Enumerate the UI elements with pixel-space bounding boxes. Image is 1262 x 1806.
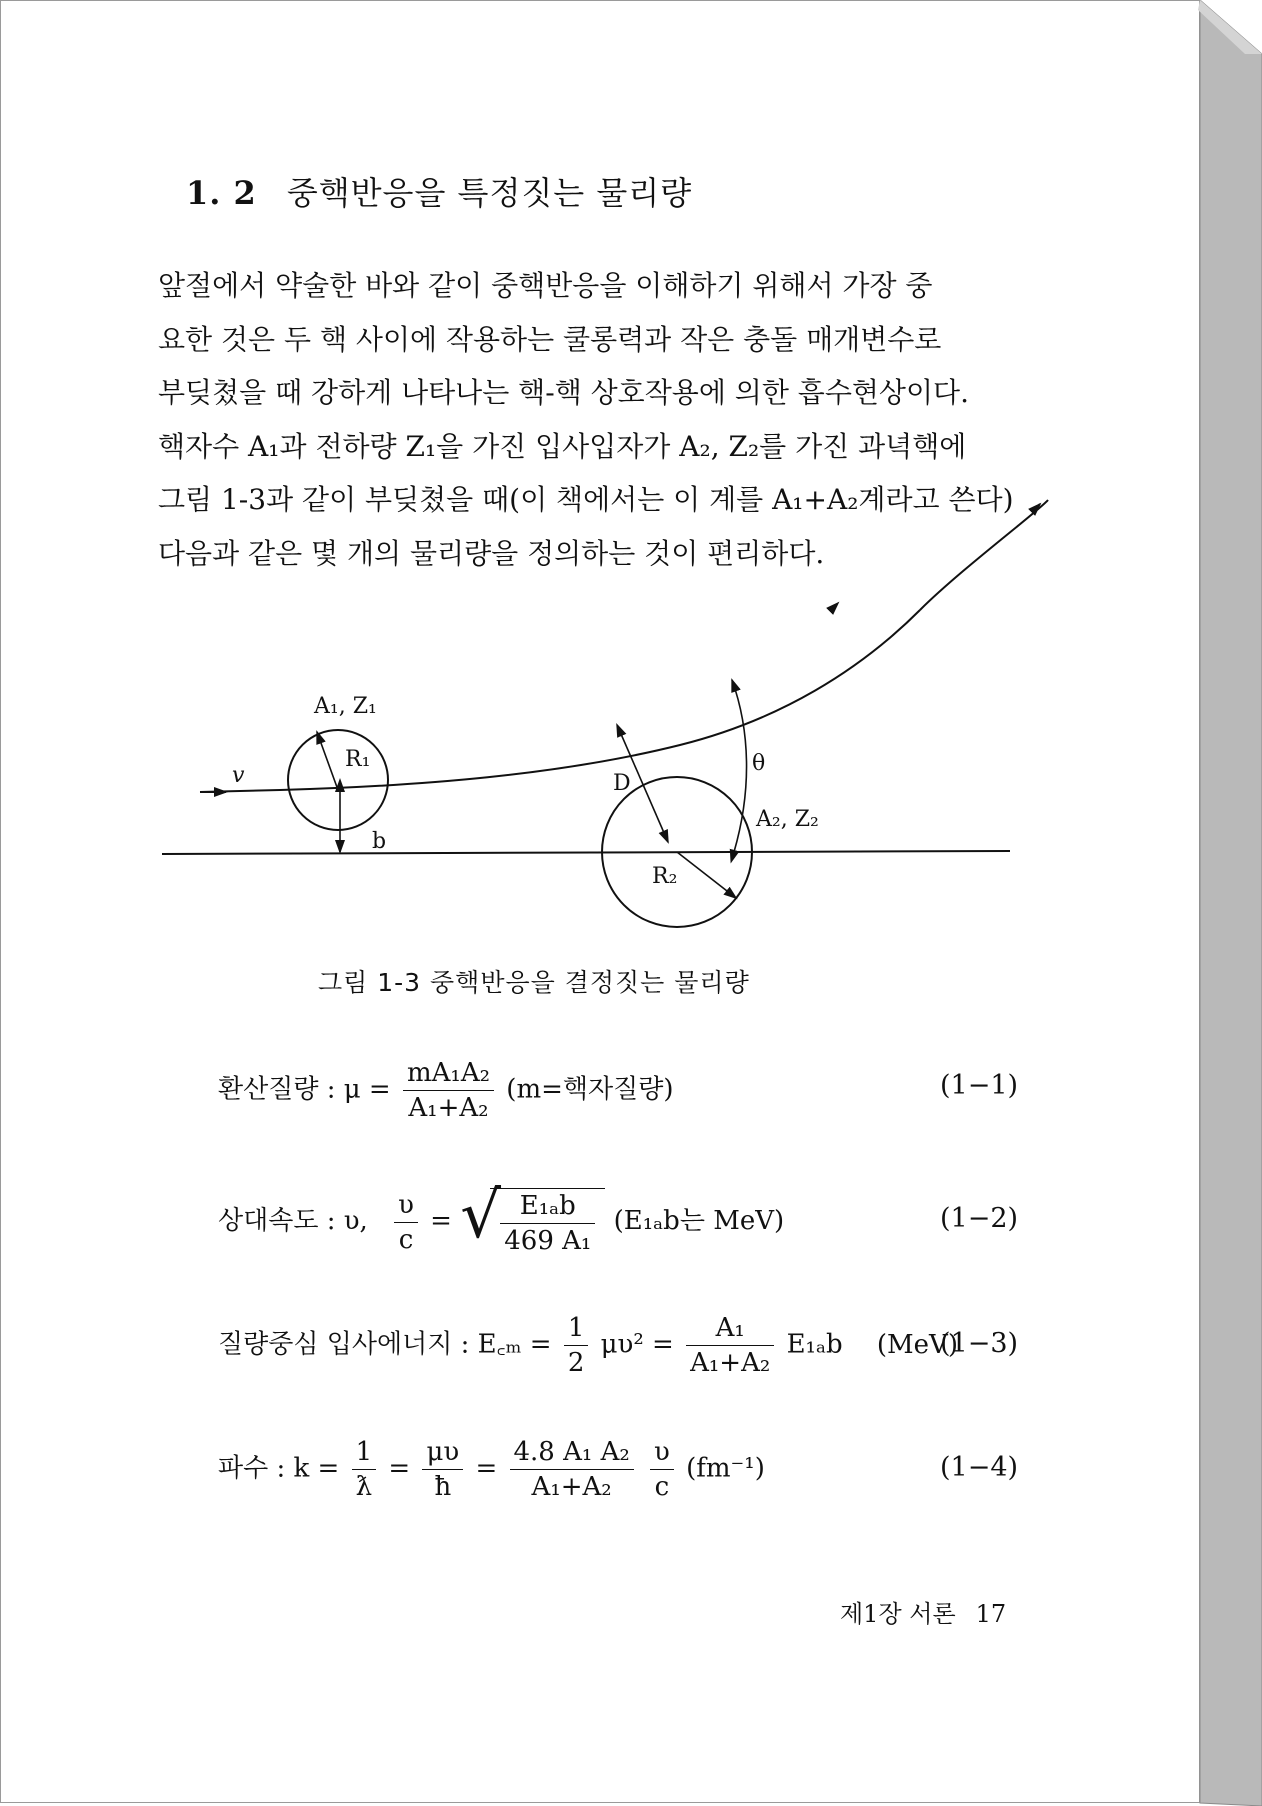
eq4-f1-denominator: ƛ xyxy=(355,1472,373,1502)
paragraph-line: 핵자수 A₁과 전하량 Z₁을 가진 입사입자가 A₂, Z₂를 가진 과녁핵에 xyxy=(158,429,967,463)
page-footer xyxy=(840,1594,1006,1629)
label-v: v xyxy=(232,763,245,788)
sqrt-sign: √ xyxy=(460,1179,502,1253)
label-r1: R₁ xyxy=(345,747,371,772)
eq1-numerator: mA₁A₂ xyxy=(403,1058,494,1091)
eq2-denominator: c xyxy=(398,1224,414,1255)
eq4-number: (1−4) xyxy=(940,1452,1019,1483)
chapter-label: 제1장 서론 xyxy=(840,1600,956,1628)
theta-arc xyxy=(732,680,747,852)
r1-arrow xyxy=(317,732,338,790)
eq2-root-denominator: 469 A₁ xyxy=(504,1226,592,1256)
eq4-f4-numerator: υ xyxy=(650,1437,674,1470)
eq3-half-denominator: 2 xyxy=(567,1348,585,1378)
eq2-root-numerator: E₁ₐb xyxy=(500,1191,595,1224)
eq4-tail: (fm⁻¹) xyxy=(686,1453,765,1484)
eq4-fraction-1 xyxy=(352,1437,377,1502)
projectile-nucleus xyxy=(288,730,388,830)
eq1-denominator: A₁+A₂ xyxy=(408,1093,489,1123)
eq3-half xyxy=(564,1313,589,1378)
eq4-fraction-4 xyxy=(650,1437,674,1502)
equation-1-4 xyxy=(218,1437,765,1502)
equation-1-2 xyxy=(218,1179,785,1256)
eq3-tail: E₁ₐb xyxy=(786,1329,843,1360)
eq3-denominator: A₁+A₂ xyxy=(690,1348,771,1378)
page-number: 17 xyxy=(975,1600,1007,1628)
eq4-f3-denominator: A₁+A₂ xyxy=(531,1472,612,1502)
paragraph-line: 부딪쳤을 때 강하게 나타나는 핵-핵 상호작용에 의한 흡수현상이다. xyxy=(158,376,969,409)
eq2-label: 상대속도 : υ, xyxy=(218,1206,368,1236)
eq4-equals: = xyxy=(388,1453,411,1484)
paragraph-line: 앞절에서 약술한 바와 같이 중핵반응을 이해하기 위해서 가장 중 xyxy=(158,269,933,302)
eq3-numerator: A₁ xyxy=(686,1313,774,1346)
eq4-f2-numerator: μυ xyxy=(422,1437,463,1470)
axis-line xyxy=(162,851,1010,854)
eq3-unit: (MeV) xyxy=(876,1329,958,1360)
eq2-number: (1−2) xyxy=(940,1203,1019,1234)
eq2-sqrt xyxy=(460,1179,605,1256)
r2-arrow xyxy=(677,852,736,898)
paragraph-line: 그림 1-3과 같이 부딪쳤을 때(이 책에서는 이 계를 A₁+A₂계라고 쓴다) xyxy=(158,483,1014,516)
label-d: D xyxy=(613,771,631,796)
figure-caption: 그림 1-3 중핵반응을 결정짓는 물리량 xyxy=(318,968,750,997)
trajectory-curve xyxy=(200,610,920,792)
label-target: A₂, Z₂ xyxy=(756,807,819,832)
section-title: 중핵반응을 특정짓는 물리량 xyxy=(286,174,693,212)
equation-1-1 xyxy=(218,1058,674,1123)
eq2-tail: (E₁ₐb는 MeV) xyxy=(613,1206,785,1236)
eq1-fraction xyxy=(403,1058,494,1123)
eq1-label: 환산질량 : μ = xyxy=(218,1074,391,1105)
eq4-fraction-2 xyxy=(422,1437,463,1502)
eq3-half-numerator: 1 xyxy=(564,1313,589,1346)
eq4-f3-numerator: 4.8 A₁ A₂ xyxy=(510,1437,634,1470)
label-r2: R₂ xyxy=(652,864,678,889)
label-theta: θ xyxy=(752,751,766,776)
eq4-f1-numerator: 1 xyxy=(352,1437,377,1470)
label-projectile: A₁, Z₁ xyxy=(314,694,377,719)
section-number: 1. 2 xyxy=(186,174,257,212)
eq4-f2-denominator: ħ xyxy=(434,1472,452,1502)
eq2-fraction xyxy=(394,1190,418,1255)
eq2-numerator: υ xyxy=(394,1190,418,1223)
equation-1-3 xyxy=(218,1313,958,1378)
paragraph-line: 다음과 같은 몇 개의 물리량을 정의하는 것이 편리하다. xyxy=(158,536,825,570)
paragraph-line: 요한 것은 두 핵 사이에 작용하는 쿨롱력과 작은 충돌 매개변수로 xyxy=(158,322,942,356)
eq4-fraction-3 xyxy=(510,1437,634,1502)
eq3-fraction xyxy=(686,1313,774,1378)
eq4-equals: = xyxy=(475,1453,498,1484)
eq1-number: (1−1) xyxy=(940,1070,1019,1101)
eq2-root-fraction xyxy=(500,1191,595,1256)
eq3-mid: μυ² = xyxy=(600,1329,674,1360)
eq4-f4-denominator: c xyxy=(654,1472,670,1502)
eq2-equals: = xyxy=(430,1206,452,1236)
eq4-label: 파수 : k = xyxy=(218,1453,340,1484)
eq1-tail: (m=핵자질량) xyxy=(506,1074,674,1105)
label-b: b xyxy=(372,829,387,854)
eq3-label: 질량중심 입사에너지 : E꜀ₘ = xyxy=(218,1329,552,1360)
eq3-number: (1−3) xyxy=(940,1328,1019,1359)
